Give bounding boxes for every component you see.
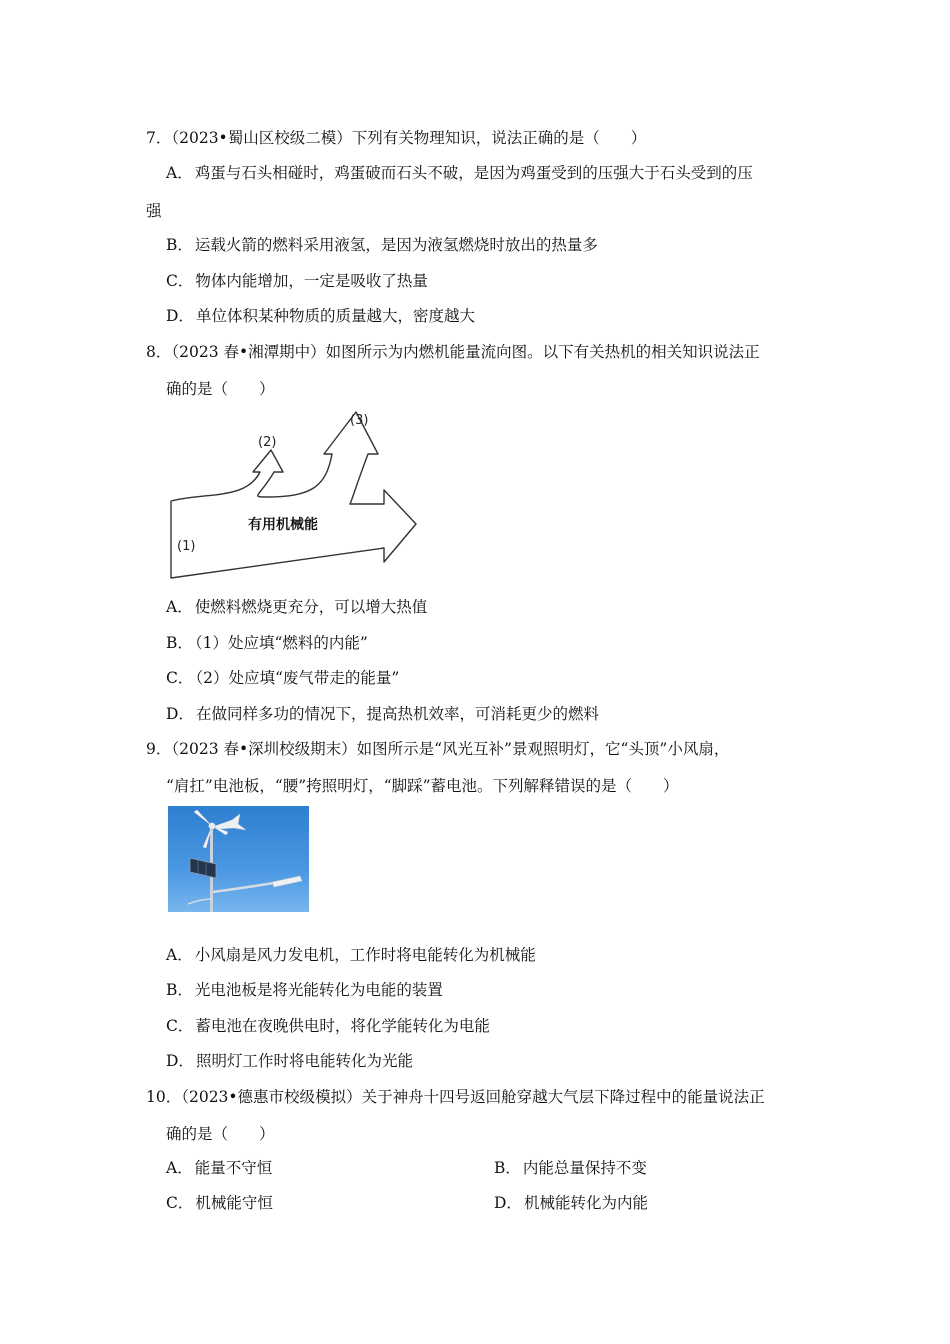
wind-solar-streetlight-photo [168, 806, 309, 912]
q9-option-d: D． 照明灯工作时将电能转化为光能 [166, 1052, 413, 1070]
q7-option-d: D． 单位体积某种物质的质量越大，密度越大 [166, 307, 475, 325]
q7-option-a-continued: 强 [146, 202, 162, 220]
q8-option-c: C． （2）处应填“废气带走的能量” [166, 669, 400, 687]
q10-option-b: B． 内能总量保持不变 [494, 1159, 647, 1177]
q9-stem-line2: “肩扛”电池板，“腰”挎照明灯，“脚踩”蓄电池。下列解释错误的是（ ） [166, 777, 679, 795]
q10-option-d: D． 机械能转化为内能 [494, 1194, 648, 1212]
q7-stem: 7．（2023•蜀山区校级二模）下列有关物理知识，说法正确的是（ ） [146, 129, 647, 147]
q7-option-c: C． 物体内能增加，一定是吸收了热量 [166, 272, 428, 290]
q8-option-a: A． 使燃料燃烧更充分，可以增大热值 [166, 598, 428, 616]
diagram-label-2: (2) [258, 435, 277, 450]
q10-stem-line2: 确的是（ ） [166, 1125, 275, 1143]
q9-option-a: A． 小风扇是风力发电机，工作时将电能转化为机械能 [166, 946, 536, 964]
q10-stem-line1: 10．（2023•德惠市校级模拟）关于神舟十四号返回舱穿越大气层下降过程中的能量说法正 [146, 1088, 765, 1106]
q10-option-c: C． 机械能守恒 [166, 1194, 273, 1212]
energy-flow-diagram [168, 406, 424, 584]
diagram-label-useful-mechanical-energy: 有用机械能 [248, 517, 318, 533]
q8-stem-line2: 确的是（ ） [166, 380, 275, 398]
energy-flow-arrows [171, 412, 416, 578]
diagram-label-3: (3) [350, 413, 369, 428]
q7-option-a: A． 鸡蛋与石头相碰时，鸡蛋破而石头不破，是因为鸡蛋受到的压强大于石头受到的压 [166, 164, 753, 182]
q9-option-b: B． 光电池板是将光能转化为电能的装置 [166, 981, 443, 999]
q7-option-b: B． 运载火箭的燃料采用液氢，是因为液氢燃烧时放出的热量多 [166, 236, 598, 254]
q9-option-c: C． 蓄电池在夜晚供电时，将化学能转化为电能 [166, 1017, 490, 1035]
q9-stem-line1: 9．（2023 春•深圳校级期末）如图所示是“风光互补”景观照明灯，它“头顶”小风扇， [146, 740, 730, 758]
q8-option-b: B． （1）处应填“燃料的内能” [166, 634, 368, 652]
diagram-label-1: (1) [177, 539, 196, 554]
q8-stem-line1: 8．（2023 春•湘潭期中）如图所示为内燃机能量流向图。以下有关热机的相关知识说法正 [146, 343, 760, 361]
q10-option-a: A． 能量不守恒 [166, 1159, 273, 1177]
q8-option-d: D． 在做同样多功的情况下，提高热机效率，可消耗更少的燃料 [166, 705, 599, 723]
